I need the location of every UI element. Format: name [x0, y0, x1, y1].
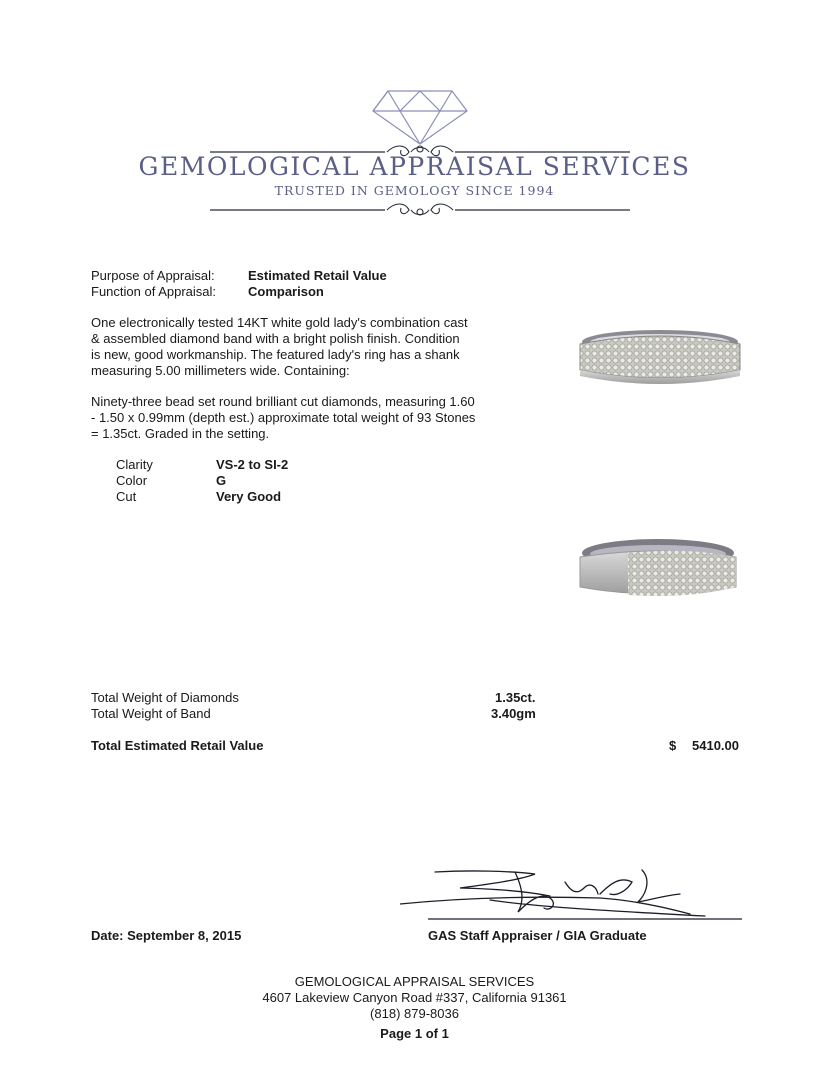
diamond-line: = 1.35ct. Graded in the setting. — [91, 426, 270, 441]
grade-value-color: G — [216, 473, 227, 488]
description-line: measuring 5.00 millimeters wide. Containing: — [91, 363, 350, 378]
purpose-label: Purpose of Appraisal: — [91, 268, 215, 283]
signature-image — [400, 862, 745, 922]
company-tagline: TRUSTED IN GEMOLOGY SINCE 1994 — [274, 183, 555, 198]
description-line: & assembled diamond band with a bright polish finish. Condition — [91, 331, 460, 346]
grade-value-clarity: VS-2 to SI-2 — [216, 457, 289, 472]
ring-image-top — [570, 322, 750, 394]
appraiser-title: GAS Staff Appraiser / GIA Graduate — [428, 928, 647, 943]
description-line: One electronically tested 14KT white gold lady's combination cast — [91, 315, 468, 330]
company-name: GEMOLOGICAL APPRAISAL SERVICES — [138, 152, 691, 181]
retail-value: 5410.00 — [692, 738, 739, 753]
page-number: Page 1 of 1 — [380, 1026, 449, 1041]
purpose-value: Estimated Retail Value — [248, 268, 387, 283]
currency-symbol: $ — [669, 738, 677, 753]
total-diamonds-label: Total Weight of Diamonds — [91, 690, 239, 705]
total-diamonds-value: 1.35ct. — [495, 690, 536, 705]
function-value: Comparison — [248, 284, 324, 299]
grade-label-cut: Cut — [116, 489, 137, 504]
appraisal-date: Date: September 8, 2015 — [91, 928, 242, 943]
ring-image-side — [568, 535, 748, 607]
footer-company: GEMOLOGICAL APPRAISAL SERVICES — [294, 974, 535, 989]
diamond-line: - 1.50 x 0.99mm (depth est.) approximate total weight of 93 Stones — [91, 410, 476, 425]
footer-address: 4607 Lakeview Canyon Road #337, California 91361 — [262, 990, 567, 1005]
total-band-label: Total Weight of Band — [91, 706, 211, 721]
footer-phone: (818) 879-8036 — [370, 1006, 459, 1021]
description-line: is new, good workmanship. The featured lady's ring has a shank — [91, 347, 460, 362]
grade-label-clarity: Clarity — [116, 457, 153, 472]
function-label: Function of Appraisal: — [91, 284, 217, 299]
total-band-value: 3.40gm — [491, 706, 536, 721]
item-description — [91, 315, 511, 379]
grade-value-cut: Very Good — [216, 489, 282, 504]
diamond-description — [91, 394, 511, 442]
diamond-line: Ninety-three bead set round brilliant cut diamonds, measuring 1.60 — [91, 394, 475, 409]
grade-label-color: Color — [116, 473, 148, 488]
retail-value-label: Total Estimated Retail Value — [91, 738, 264, 753]
